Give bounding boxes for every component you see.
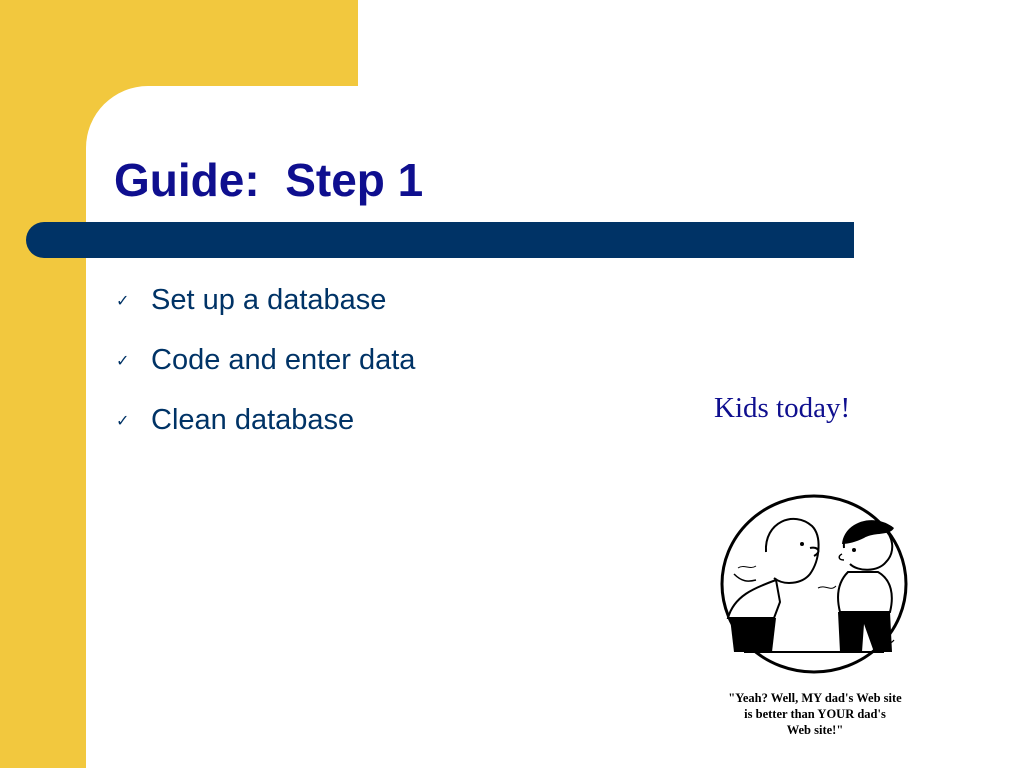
quote-line: is better than YOUR dad's xyxy=(744,707,886,721)
bullet-item xyxy=(110,390,415,450)
cartoon-caption: Kids today! xyxy=(714,392,851,424)
bullet-text: Clean database xyxy=(151,403,355,436)
bullet-item xyxy=(110,330,415,390)
cartoon-quote xyxy=(712,690,918,738)
bullet-text: Set up a database xyxy=(151,283,387,316)
bullet-text: Code and enter data xyxy=(151,343,416,376)
bullet-list xyxy=(110,270,415,450)
check-icon: ✓ xyxy=(116,410,130,430)
quote-line: "Yeah? Well, MY dad's Web site xyxy=(728,691,902,705)
cartoon-image xyxy=(714,492,914,678)
check-icon: ✓ xyxy=(116,290,130,310)
title-underline-bar xyxy=(26,222,854,258)
bullet-item xyxy=(110,270,415,330)
cartoon-date-mark: 4-7 xyxy=(740,634,754,645)
quote-line: Web site!" xyxy=(786,723,844,737)
check-icon: ✓ xyxy=(116,350,130,370)
yellow-left-stripe xyxy=(0,0,86,768)
slide-title: Guide: Step 1 xyxy=(114,154,424,206)
